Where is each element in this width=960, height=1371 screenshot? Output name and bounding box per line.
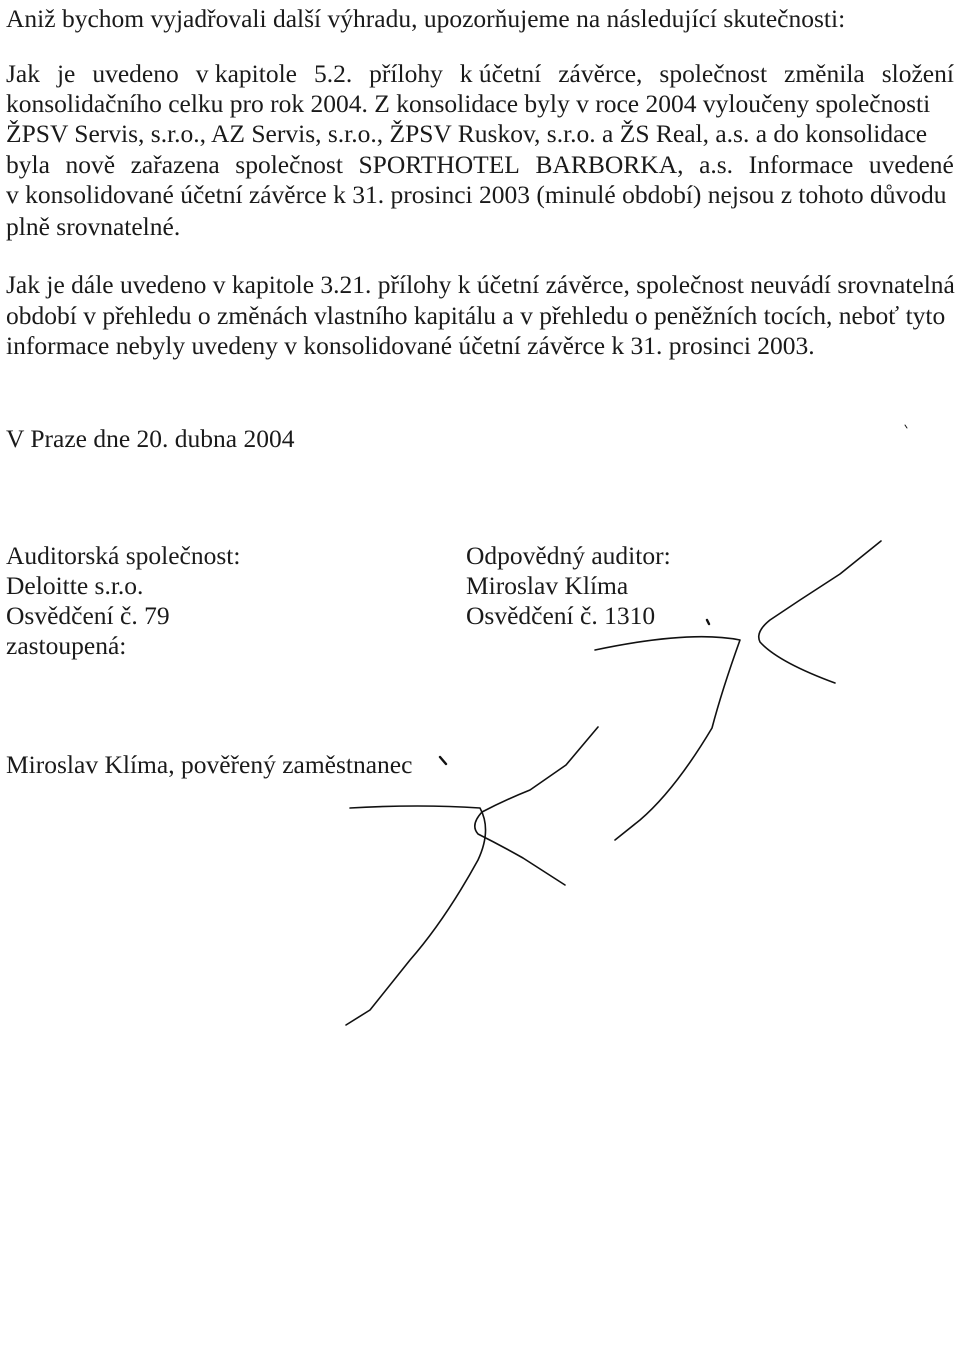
paragraph-2-line-1: Jak je dále uvedeno v kapitole 3.21. přílohy k účetní závěrce, společnost neuvádí srovnatelná (6, 270, 955, 299)
signature-stroke (346, 806, 486, 1025)
auditor-company-certificate: Osvědčení č. 79 (6, 601, 170, 630)
auditor-company-represented: zastoupená: (6, 631, 127, 660)
responsible-auditor-certificate: Osvědčení č. 1310 (466, 601, 656, 630)
representative-line: Miroslav Klíma, pověřený zaměstnanec (6, 750, 413, 779)
signature-stroke (759, 541, 881, 683)
paragraph-1-line-3: ŽPSV Servis, s.r.o., AZ Servis, s.r.o., ŽPSV Ruskov, s.r.o. a ŽS Real, a.s. a do konsolidace (6, 119, 928, 148)
word: změnila (784, 59, 865, 88)
word: v kapitole (195, 59, 297, 88)
word: je (56, 59, 76, 88)
word: 5.2. (313, 59, 353, 88)
word: nově (65, 150, 116, 179)
signature-stroke (440, 757, 446, 764)
word: a.s. (699, 150, 734, 179)
word: uvedené (868, 150, 954, 179)
word: k účetní (459, 59, 542, 88)
signature-stroke (707, 620, 709, 624)
word: SPORTHOTEL (358, 150, 520, 179)
auditor-company-name: Deloitte s.r.o. (6, 571, 144, 600)
word: závěrce, (558, 59, 643, 88)
signature-stroke (905, 425, 907, 428)
paragraph-2-line-2: období v přehledu o změnách vlastního kapitálu a v přehledu o peněžních tocích, neboť tyto (6, 301, 946, 330)
responsible-auditor-name: Miroslav Klíma (466, 571, 629, 600)
date-line: V Praze dne 20. dubna 2004 (6, 424, 295, 453)
word: složení (881, 59, 954, 88)
paragraph-1-line-2: konsolidačního celku pro rok 2004. Z konsolidace byly v roce 2004 vyloučeny společnosti (6, 89, 931, 118)
word: uvedeno (92, 59, 179, 88)
intro-text: Aniž bychom vyjadřovali další výhradu, upozorňujeme na následující skutečnosti: (6, 4, 846, 33)
word: společnost (235, 150, 343, 179)
signature-stroke (475, 727, 598, 885)
word: Jak (6, 59, 40, 88)
paragraph-2-line-3: informace nebyly uvedeny v konsolidované účetní závěrce k 31. prosinci 2003. (6, 331, 815, 360)
signature-stroke (595, 637, 740, 840)
auditor-company-heading: Auditorská společnost: (6, 541, 241, 570)
word: zařazena (130, 150, 220, 179)
word: přílohy (369, 59, 443, 88)
word: Informace (748, 150, 854, 179)
paragraph-1-line-6: plně srovnatelné. (6, 212, 181, 241)
word: byla (6, 150, 50, 179)
word: BARBORKA, (535, 150, 684, 179)
responsible-auditor-heading: Odpovědný auditor: (466, 541, 671, 570)
paragraph-1-line-5: v konsolidované účetní závěrce k 31. prosinci 2003 (minulé období) nejsou z tohoto důvodu (6, 180, 947, 209)
word: společnost (659, 59, 768, 88)
